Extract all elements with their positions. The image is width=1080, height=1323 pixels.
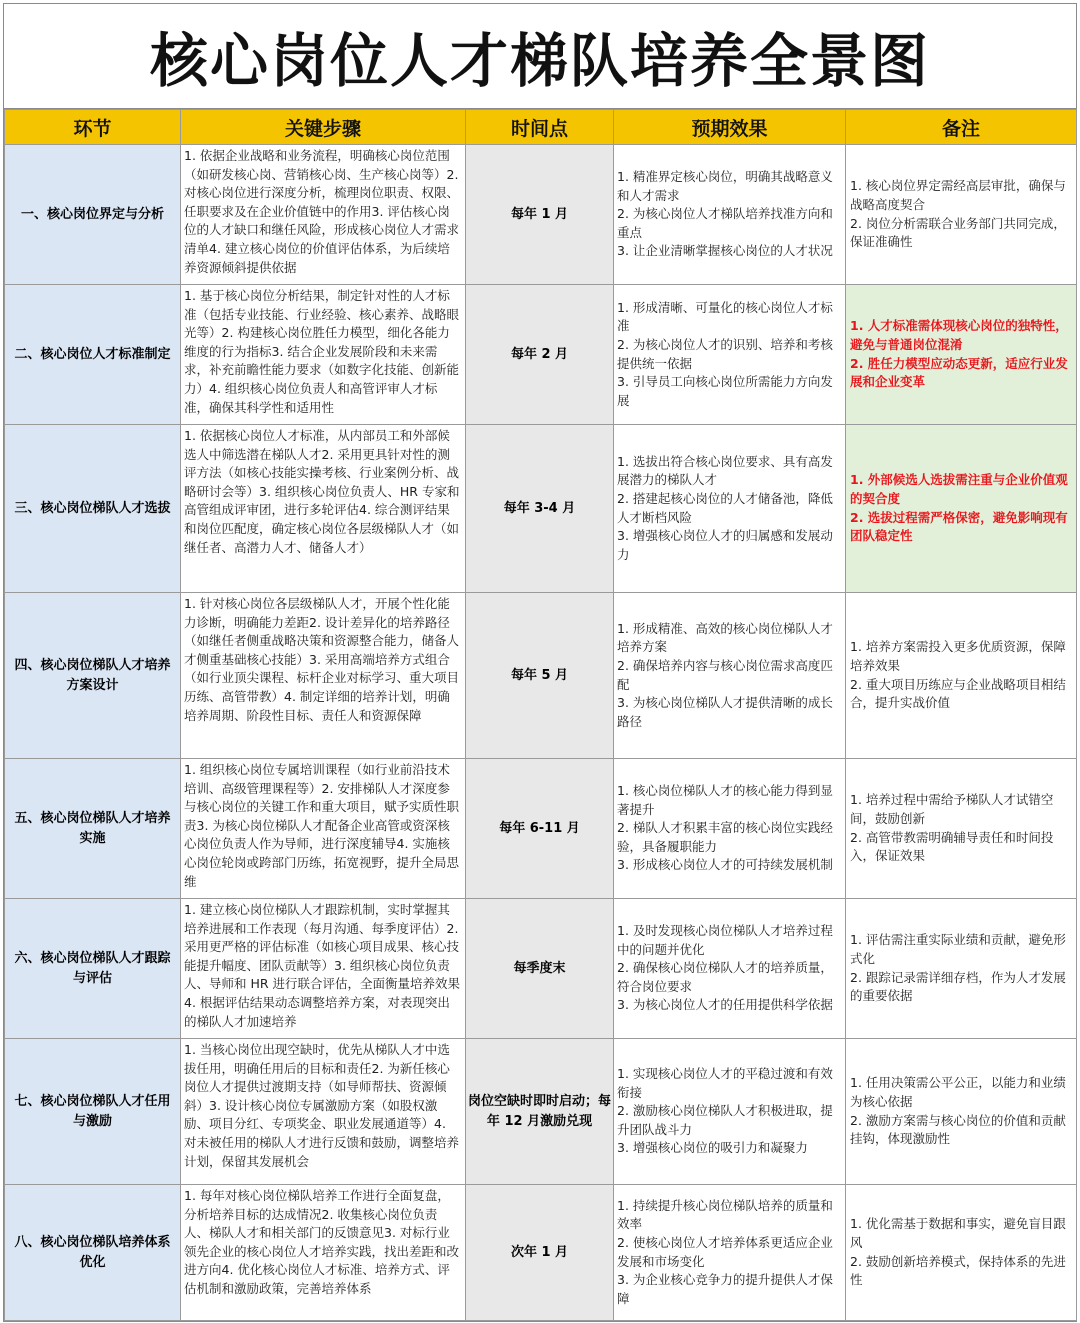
header-time: 时间点 bbox=[466, 110, 614, 145]
effect-item: 2. 确保培养内容与核心岗位需求高度匹配 bbox=[617, 657, 833, 692]
effect-item: 3. 为企业核心竞争力的提升提供人才保障 bbox=[617, 1272, 833, 1306]
note-item: 1. 培养方案需投入更多优质资源，保障培养效果 bbox=[850, 639, 1066, 673]
stage-cell: 八、核心岗位梯队培养体系优化 bbox=[5, 1185, 181, 1321]
stage-cell: 二、核心岗位人才标准制定 bbox=[5, 285, 181, 425]
time-cell: 岗位空缺时即时启动；每年 12 月激励兑现 bbox=[466, 1039, 614, 1185]
table-row bbox=[5, 1185, 1077, 1321]
effect-item: 3. 引导员工向核心岗位所需能力方向发展 bbox=[617, 374, 833, 408]
note-item: 2. 选拔过程需严格保密，避免影响现有团队稳定性 bbox=[850, 509, 1068, 544]
stage-cell: 三、核心岗位梯队人才选拔 bbox=[5, 425, 181, 593]
note-item: 1. 外部候选人选拔需注重与企业价值观的契合度 bbox=[850, 472, 1068, 506]
table-row bbox=[5, 1039, 1077, 1185]
effect-item: 2. 梯队人才积累丰富的核心岗位实践经验，具备履职能力 bbox=[617, 820, 833, 854]
steps-cell: 1. 基于核心岗位分析结果，制定针对性的人才标准（包括专业技能、行业经验、核心素养、战略眼光等）2. 构建核心岗位胜任力模型，细化各能力维度的行为指标3. 结合企业发展阶段和未来需求，补充前瞻性能力要求（如数字化技能、创新能力）4. 组织核心岗位负责人和高管评审人才标准，确保其科学性和适用性 bbox=[181, 285, 466, 425]
notes-cell bbox=[846, 1039, 1077, 1185]
header-notes: 备注 bbox=[846, 110, 1077, 145]
note-item: 1. 培养过程中需给予梯队人才试错空间，鼓励创新 bbox=[850, 792, 1054, 826]
effect-item: 3. 为核心岗位梯队人才提供清晰的成长路径 bbox=[617, 695, 833, 729]
stage-cell: 五、核心岗位梯队人才培养实施 bbox=[5, 759, 181, 899]
effects-cell bbox=[614, 899, 846, 1039]
effect-item: 3. 形成核心岗位人才的可持续发展机制 bbox=[617, 857, 833, 873]
note-item: 2. 激励方案需与核心岗位的价值和贡献挂钩，体现激励性 bbox=[850, 1112, 1066, 1147]
notes-cell bbox=[846, 285, 1077, 425]
time-cell: 次年 1 月 bbox=[466, 1185, 614, 1321]
notes-cell bbox=[846, 593, 1077, 759]
note-item: 1. 任用决策需公平公正，以能力和业绩为核心依据 bbox=[850, 1075, 1066, 1109]
note-item: 2. 跟踪记录需详细存档，作为人才发展的重要依据 bbox=[850, 969, 1066, 1004]
steps-cell: 1. 每年对核心岗位梯队培养工作进行全面复盘，分析培养目标的达成情况2. 收集核心岗位负责人、梯队人才和相关部门的反馈意见3. 对标行业领先企业的核心岗位人才培养实践，找出差距和改进方向4. 优化核心岗位人才标准、培养方式、评估机制和激励政策，完善培养体系 bbox=[181, 1185, 466, 1321]
effect-item: 1. 形成精准、高效的核心岗位梯队人才培养方案 bbox=[617, 620, 833, 655]
notes-cell bbox=[846, 759, 1077, 899]
note-item: 2. 高管带教需明确辅导责任和时间投入，保证效果 bbox=[850, 829, 1054, 864]
table-row bbox=[5, 593, 1077, 759]
effect-item: 2. 激励核心岗位梯队人才积极进取，提升团队战斗力 bbox=[617, 1103, 833, 1137]
effect-item: 1. 及时发现核心岗位梯队人才培养过程中的问题并优化 bbox=[617, 923, 833, 957]
table-row bbox=[5, 899, 1077, 1039]
page-title: 核心岗位人才梯队培养全景图 bbox=[4, 4, 1076, 109]
note-item: 2. 胜任力模型应动态更新，适应行业发展和企业变革 bbox=[850, 355, 1068, 390]
effect-item: 3. 为核心岗位人才的任用提供科学依据 bbox=[617, 997, 833, 1013]
header-effects: 预期效果 bbox=[614, 110, 846, 145]
time-cell: 每年 1 月 bbox=[466, 145, 614, 285]
time-cell: 每年 3-4 月 bbox=[466, 425, 614, 593]
notes-cell bbox=[846, 1185, 1077, 1321]
time-cell: 每年 2 月 bbox=[466, 285, 614, 425]
notes-cell bbox=[846, 899, 1077, 1039]
effect-item: 1. 精准界定核心岗位，明确其战略意义和人才需求 bbox=[617, 169, 833, 203]
effect-item: 3. 增强核心岗位人才的归属感和发展动力 bbox=[617, 528, 833, 562]
notes-cell bbox=[846, 145, 1077, 285]
note-item: 1. 核心岗位界定需经高层审批，确保与战略高度契合 bbox=[850, 178, 1066, 212]
steps-cell: 1. 组织核心岗位专属培训课程（如行业前沿技术培训、高级管理课程等）2. 安排梯队人才深度参与核心岗位的关键工作和重大项目，赋予实质性职责3. 为核心岗位梯队人才配备企业高管或资深核心岗位负责人作为导师，进行深度辅导4. 实施核心岗位轮岗或跨部门历练，拓宽视野，提升全局思维 bbox=[181, 759, 466, 899]
notes-cell bbox=[846, 425, 1077, 593]
note-item: 2. 鼓励创新培养模式，保持体系的先进性 bbox=[850, 1253, 1066, 1288]
effects-cell bbox=[614, 1039, 846, 1185]
note-item: 1. 评估需注重实际业绩和贡献，避免形式化 bbox=[850, 932, 1066, 966]
steps-cell: 1. 依据核心岗位人才标准，从内部员工和外部候选人中筛选潜在梯队人才2. 采用更具针对性的测评方法（如核心技能实操考核、行业案例分析、战略研讨会等）3. 组织核心岗位负责人、HR 专家和高管组成评审团，进行多轮评估4. 综合测评结果和岗位匹配度，确定核心岗位各层级梯队人才（如继任者、高潜力人才、储备人才） bbox=[181, 425, 466, 593]
effects-cell bbox=[614, 145, 846, 285]
effect-item: 1. 选拔出符合核心岗位要求、具有高发展潜力的梯队人才 bbox=[617, 453, 833, 488]
table-row bbox=[5, 425, 1077, 593]
effects-cell bbox=[614, 593, 846, 759]
effect-item: 1. 核心岗位梯队人才的核心能力得到显著提升 bbox=[617, 783, 833, 817]
steps-cell: 1. 针对核心岗位各层级梯队人才，开展个性化能力诊断，明确能力差距2. 设计差异化的培养路径（如继任者侧重战略决策和资源整合能力，储备人才侧重基础核心技能）3. 采用高端培养方式组合（如行业顶尖课程、标杆企业对标学习、重大项目历练、高管带教）4. 制定详细的培养计划，明确培养周期、阶段性目标、责任人和资源保障 bbox=[181, 593, 466, 759]
header-steps: 关键步骤 bbox=[181, 110, 466, 145]
effects-cell bbox=[614, 1185, 846, 1321]
note-item: 2. 重大项目历练应与企业战略项目相结合，提升实战价值 bbox=[850, 676, 1066, 711]
header-row bbox=[5, 110, 1077, 145]
steps-cell: 1. 当核心岗位出现空缺时，优先从梯队人才中选拔任用，明确任用后的目标和责任2. 为新任核心岗位人才提供过渡期支持（如导师帮扶、资源倾斜）3. 设计核心岗位专属激励方案（如股权激励、项目分红、专项奖金、职业发展通道等）4. 对未被任用的梯队人才进行反馈和鼓励，调整培养计划，保留其发展机会 bbox=[181, 1039, 466, 1185]
effects-cell bbox=[614, 285, 846, 425]
stage-cell: 四、核心岗位梯队人才培养方案设计 bbox=[5, 593, 181, 759]
stage-cell: 一、核心岗位界定与分析 bbox=[5, 145, 181, 285]
effect-item: 2. 使核心岗位人才培养体系更适应企业发展和市场变化 bbox=[617, 1234, 833, 1269]
effect-item: 2. 搭建起核心岗位的人才储备池，降低人才断档风险 bbox=[617, 490, 833, 525]
note-item: 1. 人才标准需体现核心岗位的独特性，避免与普通岗位混淆 bbox=[850, 318, 1068, 352]
effect-item: 1. 形成清晰、可量化的核心岗位人才标准 bbox=[617, 299, 833, 334]
effect-item: 2. 为核心岗位人才的识别、培养和考核提供统一依据 bbox=[617, 336, 833, 371]
document bbox=[3, 3, 1077, 1322]
header-stage: 环节 bbox=[5, 110, 181, 145]
time-cell: 每年 5 月 bbox=[466, 593, 614, 759]
stage-cell: 七、核心岗位梯队人才任用与激励 bbox=[5, 1039, 181, 1185]
table-row bbox=[5, 145, 1077, 285]
effects-cell bbox=[614, 759, 846, 899]
effect-item: 2. 为核心岗位人才梯队培养找准方向和重点 bbox=[617, 206, 833, 240]
time-cell: 每季度末 bbox=[466, 899, 614, 1039]
steps-cell: 1. 建立核心岗位梯队人才跟踪机制，实时掌握其培养进展和工作表现（每月沟通、每季度评估）2. 采用更严格的评估标准（如核心项目成果、核心技能提升幅度、团队贡献等）3. 组织核心岗位负责人、导师和 HR 进行联合评估，全面衡量培养效果4. 根据评估结果动态调整培养方案，对表现突出的梯队人才加速培养 bbox=[181, 899, 466, 1039]
effect-item: 3. 让企业清晰掌握核心岗位的人才状况 bbox=[617, 243, 833, 259]
effect-item: 2. 确保核心岗位梯队人才的培养质量，符合岗位要求 bbox=[617, 960, 833, 994]
table-row bbox=[5, 285, 1077, 425]
stage-cell: 六、核心岗位梯队人才跟踪与评估 bbox=[5, 899, 181, 1039]
effects-cell bbox=[614, 425, 846, 593]
table-row bbox=[5, 759, 1077, 899]
effect-item: 1. 实现核心岗位人才的平稳过渡和有效衔接 bbox=[617, 1066, 833, 1100]
effect-item: 1. 持续提升核心岗位梯队培养的质量和效率 bbox=[617, 1197, 833, 1232]
note-item: 1. 优化需基于数据和事实，避免盲目跟风 bbox=[850, 1216, 1066, 1250]
note-item: 2. 岗位分析需联合业务部门共同完成，保证准确性 bbox=[850, 215, 1066, 250]
talent-table bbox=[4, 109, 1077, 1321]
steps-cell: 1. 依据企业战略和业务流程，明确核心岗位范围（如研发核心岗、营销核心岗、生产核心岗等）2. 对核心岗位进行深度分析，梳理岗位职责、权限、任职要求及在企业价值链中的作用3. 评估核心岗位的人才缺口和继任风险，形成核心岗位人才需求清单4. 建立核心岗位的价值评估体系，为后续培养资源倾斜提供依据 bbox=[181, 145, 466, 285]
time-cell: 每年 6-11 月 bbox=[466, 759, 614, 899]
effect-item: 3. 增强核心岗位的吸引力和凝聚力 bbox=[617, 1140, 808, 1156]
